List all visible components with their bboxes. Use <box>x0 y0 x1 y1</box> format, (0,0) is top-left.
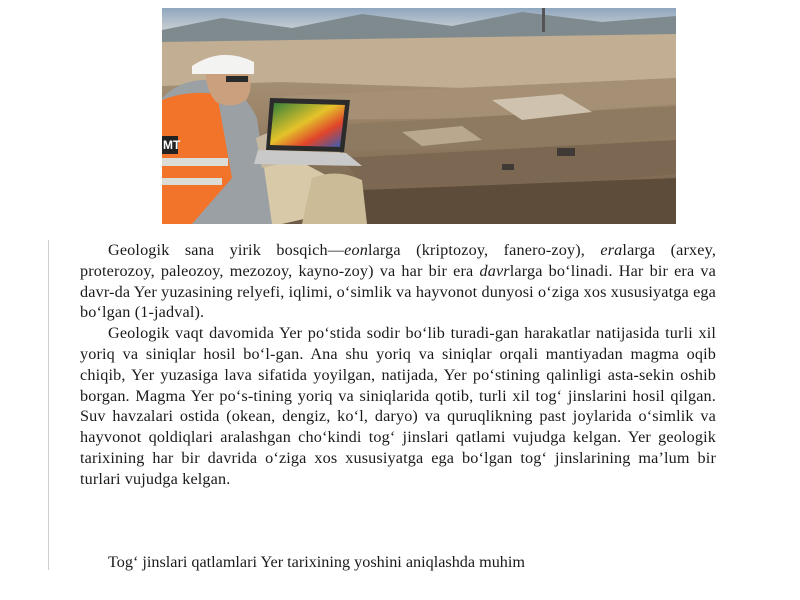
paragraph-2: Geologik vaqt davomida Yer po‘stida sodir bo‘lib turadi-gan harakatlar natijasida turli xil yoriq va siniqlar hosil bo‘l-gan. Ana shu yoriq va siniqlar orqali mantiyadan magma oqib chiqib, Yer yuzasiga lava sifatida yoyilgan, natijada, Yer po‘stining qalinligi asta-sekin oshib borgan. Magma Yer po‘s-tining yoriq va siniqlarida qotib, turli xil tog‘ jinslarini hosil qilgan. Suv havzalari ostida (okean, dengiz, ko‘l, daryo) va quruqlikning past joylarida o‘simlik va hayvonot qoldiqlari aralashgan cho‘kindi tog‘ jinslari qatlami vujudga kelgan. Yer geologik tarixining har bir davrida o‘ziga xos xususiyatga ega bo‘lgan tog‘ jinslarining ma’lum bir turlari vujudga kelgan. <box>80 324 716 488</box>
term-era: era <box>600 241 623 259</box>
geologist-laptop-quarry-photo-icon <box>162 8 676 224</box>
vest-logo-text: MT <box>163 138 181 152</box>
term-davr: davr <box>479 261 510 280</box>
paragraph-1-part-1: Geologik sana yirik bosqich— <box>108 241 345 259</box>
body-text <box>80 240 716 490</box>
paragraph-1-part-4: larga bo‘linadi. Har bir era va davr-da Yer yuzasining relyefi, iqlimi, o‘simlik va hayvonot dunyosi o‘ziga xos xususiyatga ega bo‘lgan (1-jadval). <box>80 261 716 322</box>
cut-off-line <box>80 553 716 573</box>
paragraph-1-part-3: larga (arxey, proterozoy, paleozoy, mezozoy, kayno-zoy) va har bir era <box>80 241 717 280</box>
paragraph-1-part-2: larga (kriptozoy, fanero-zoy), <box>367 241 601 259</box>
term-eon: eon <box>344 241 368 259</box>
paragraph-1 <box>80 240 716 323</box>
margin-rule <box>48 240 49 570</box>
cut-off-text: Tog‘ jinslari qatlamlari Yer tarixining yoshini aniqlashda muhim <box>108 553 525 571</box>
geologist-photo <box>162 8 676 224</box>
